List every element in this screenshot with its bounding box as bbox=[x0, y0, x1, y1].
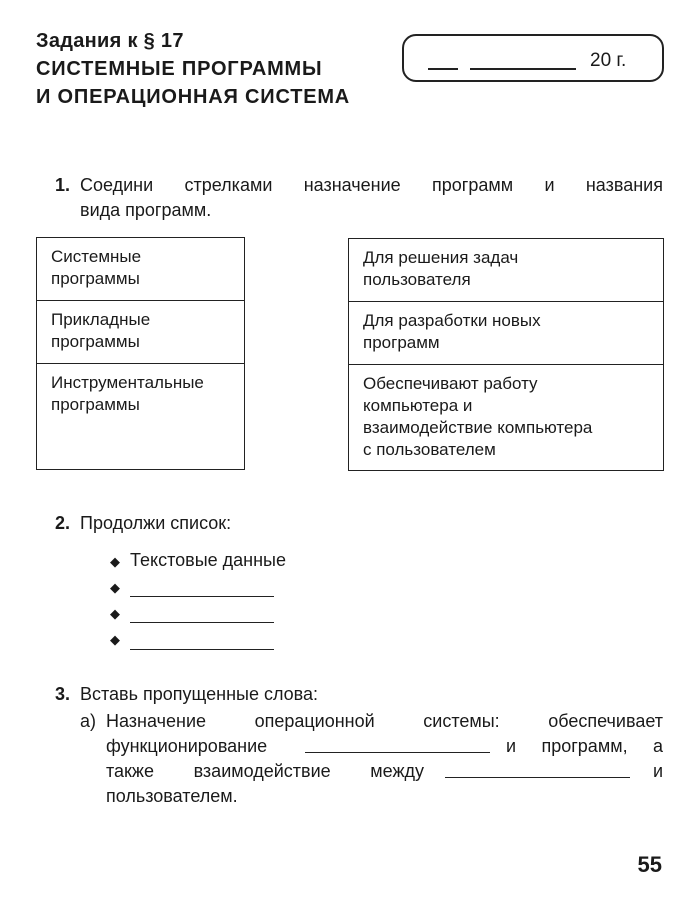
purpose-computer-operation[interactable] bbox=[349, 365, 663, 470]
task1-word: стрелками bbox=[184, 175, 273, 195]
task1-text-line1 bbox=[80, 175, 663, 196]
topic-title-line2: И ОПЕРАЦИОННАЯ СИСТЕМА bbox=[36, 86, 351, 108]
task1-word: назначение bbox=[303, 175, 401, 195]
cell-text: с пользователем bbox=[363, 440, 496, 459]
task1-text-line2: вида программ. bbox=[80, 200, 212, 220]
list-item-blank[interactable] bbox=[130, 649, 274, 650]
list-item-blank[interactable] bbox=[130, 596, 274, 597]
cell-text: Системные bbox=[51, 247, 142, 266]
answer-blank-2[interactable] bbox=[445, 777, 630, 778]
program-type-applied[interactable] bbox=[37, 301, 244, 364]
program-type-system[interactable] bbox=[37, 238, 244, 301]
bullet-icon: ◆ bbox=[110, 580, 120, 595]
cell-text: Для решения задач bbox=[363, 248, 519, 267]
bullet-icon: ◆ bbox=[110, 606, 120, 621]
task1-word: и bbox=[544, 175, 555, 195]
task3-line2-end: и программ, а bbox=[506, 736, 663, 756]
cell-text: программы bbox=[51, 269, 140, 288]
page-number: 55 bbox=[637, 852, 662, 877]
program-type-tools[interactable] bbox=[37, 364, 244, 469]
task3-text: Вставь пропущенные слова: bbox=[80, 684, 319, 704]
bullet-icon: ◆ bbox=[110, 632, 120, 647]
cell-text: программ bbox=[363, 333, 440, 352]
purpose-new-programs[interactable] bbox=[349, 302, 663, 365]
task1-word: Соедини bbox=[80, 175, 154, 195]
program-purposes-table bbox=[348, 238, 664, 471]
task1-word: программ bbox=[432, 175, 514, 195]
task3-line1: Назначение операционной системы: обеспечивает bbox=[106, 711, 663, 731]
date-year-label: 20 г. bbox=[590, 50, 627, 71]
bullet-icon: ◆ bbox=[110, 554, 120, 569]
task3-line3-end: и bbox=[653, 761, 664, 781]
answer-blank-1[interactable] bbox=[305, 752, 490, 753]
cell-text: Обеспечивают работу bbox=[363, 374, 538, 393]
task3-number: 3. bbox=[55, 684, 71, 704]
list-item-text-data: Текстовые данные bbox=[130, 550, 286, 570]
cell-text: Для разработки новых bbox=[363, 311, 541, 330]
task1-number: 1. bbox=[55, 175, 71, 195]
topic-title-line1: СИСТЕМНЫЕ ПРОГРАММЫ bbox=[36, 58, 323, 80]
task3-line2-start: функционирование bbox=[106, 736, 268, 756]
date-day-blank[interactable] bbox=[428, 68, 458, 70]
task3-line3-start: также взаимодействие между bbox=[106, 761, 424, 781]
cell-text: компьютера и bbox=[363, 396, 473, 415]
cell-text: Инструментальные bbox=[51, 373, 204, 392]
cell-text: программы bbox=[51, 395, 140, 414]
date-month-blank[interactable] bbox=[470, 68, 576, 70]
cell-text: Прикладные bbox=[51, 310, 151, 329]
task-set-title: Задания к § 17 bbox=[36, 30, 184, 52]
task2-text: Продолжи список: bbox=[80, 513, 232, 533]
purpose-user-tasks[interactable] bbox=[349, 239, 663, 302]
task3-line4: пользователем. bbox=[106, 786, 238, 806]
task1-word: названия bbox=[585, 175, 663, 195]
task2-number: 2. bbox=[55, 513, 71, 533]
cell-text: программы bbox=[51, 332, 140, 351]
program-types-table bbox=[36, 237, 245, 470]
task3-item-label: а) bbox=[80, 711, 97, 731]
cell-text: взаимодействие компьютера bbox=[363, 418, 593, 437]
cell-text: пользователя bbox=[363, 270, 471, 289]
list-item-blank[interactable] bbox=[130, 622, 274, 623]
